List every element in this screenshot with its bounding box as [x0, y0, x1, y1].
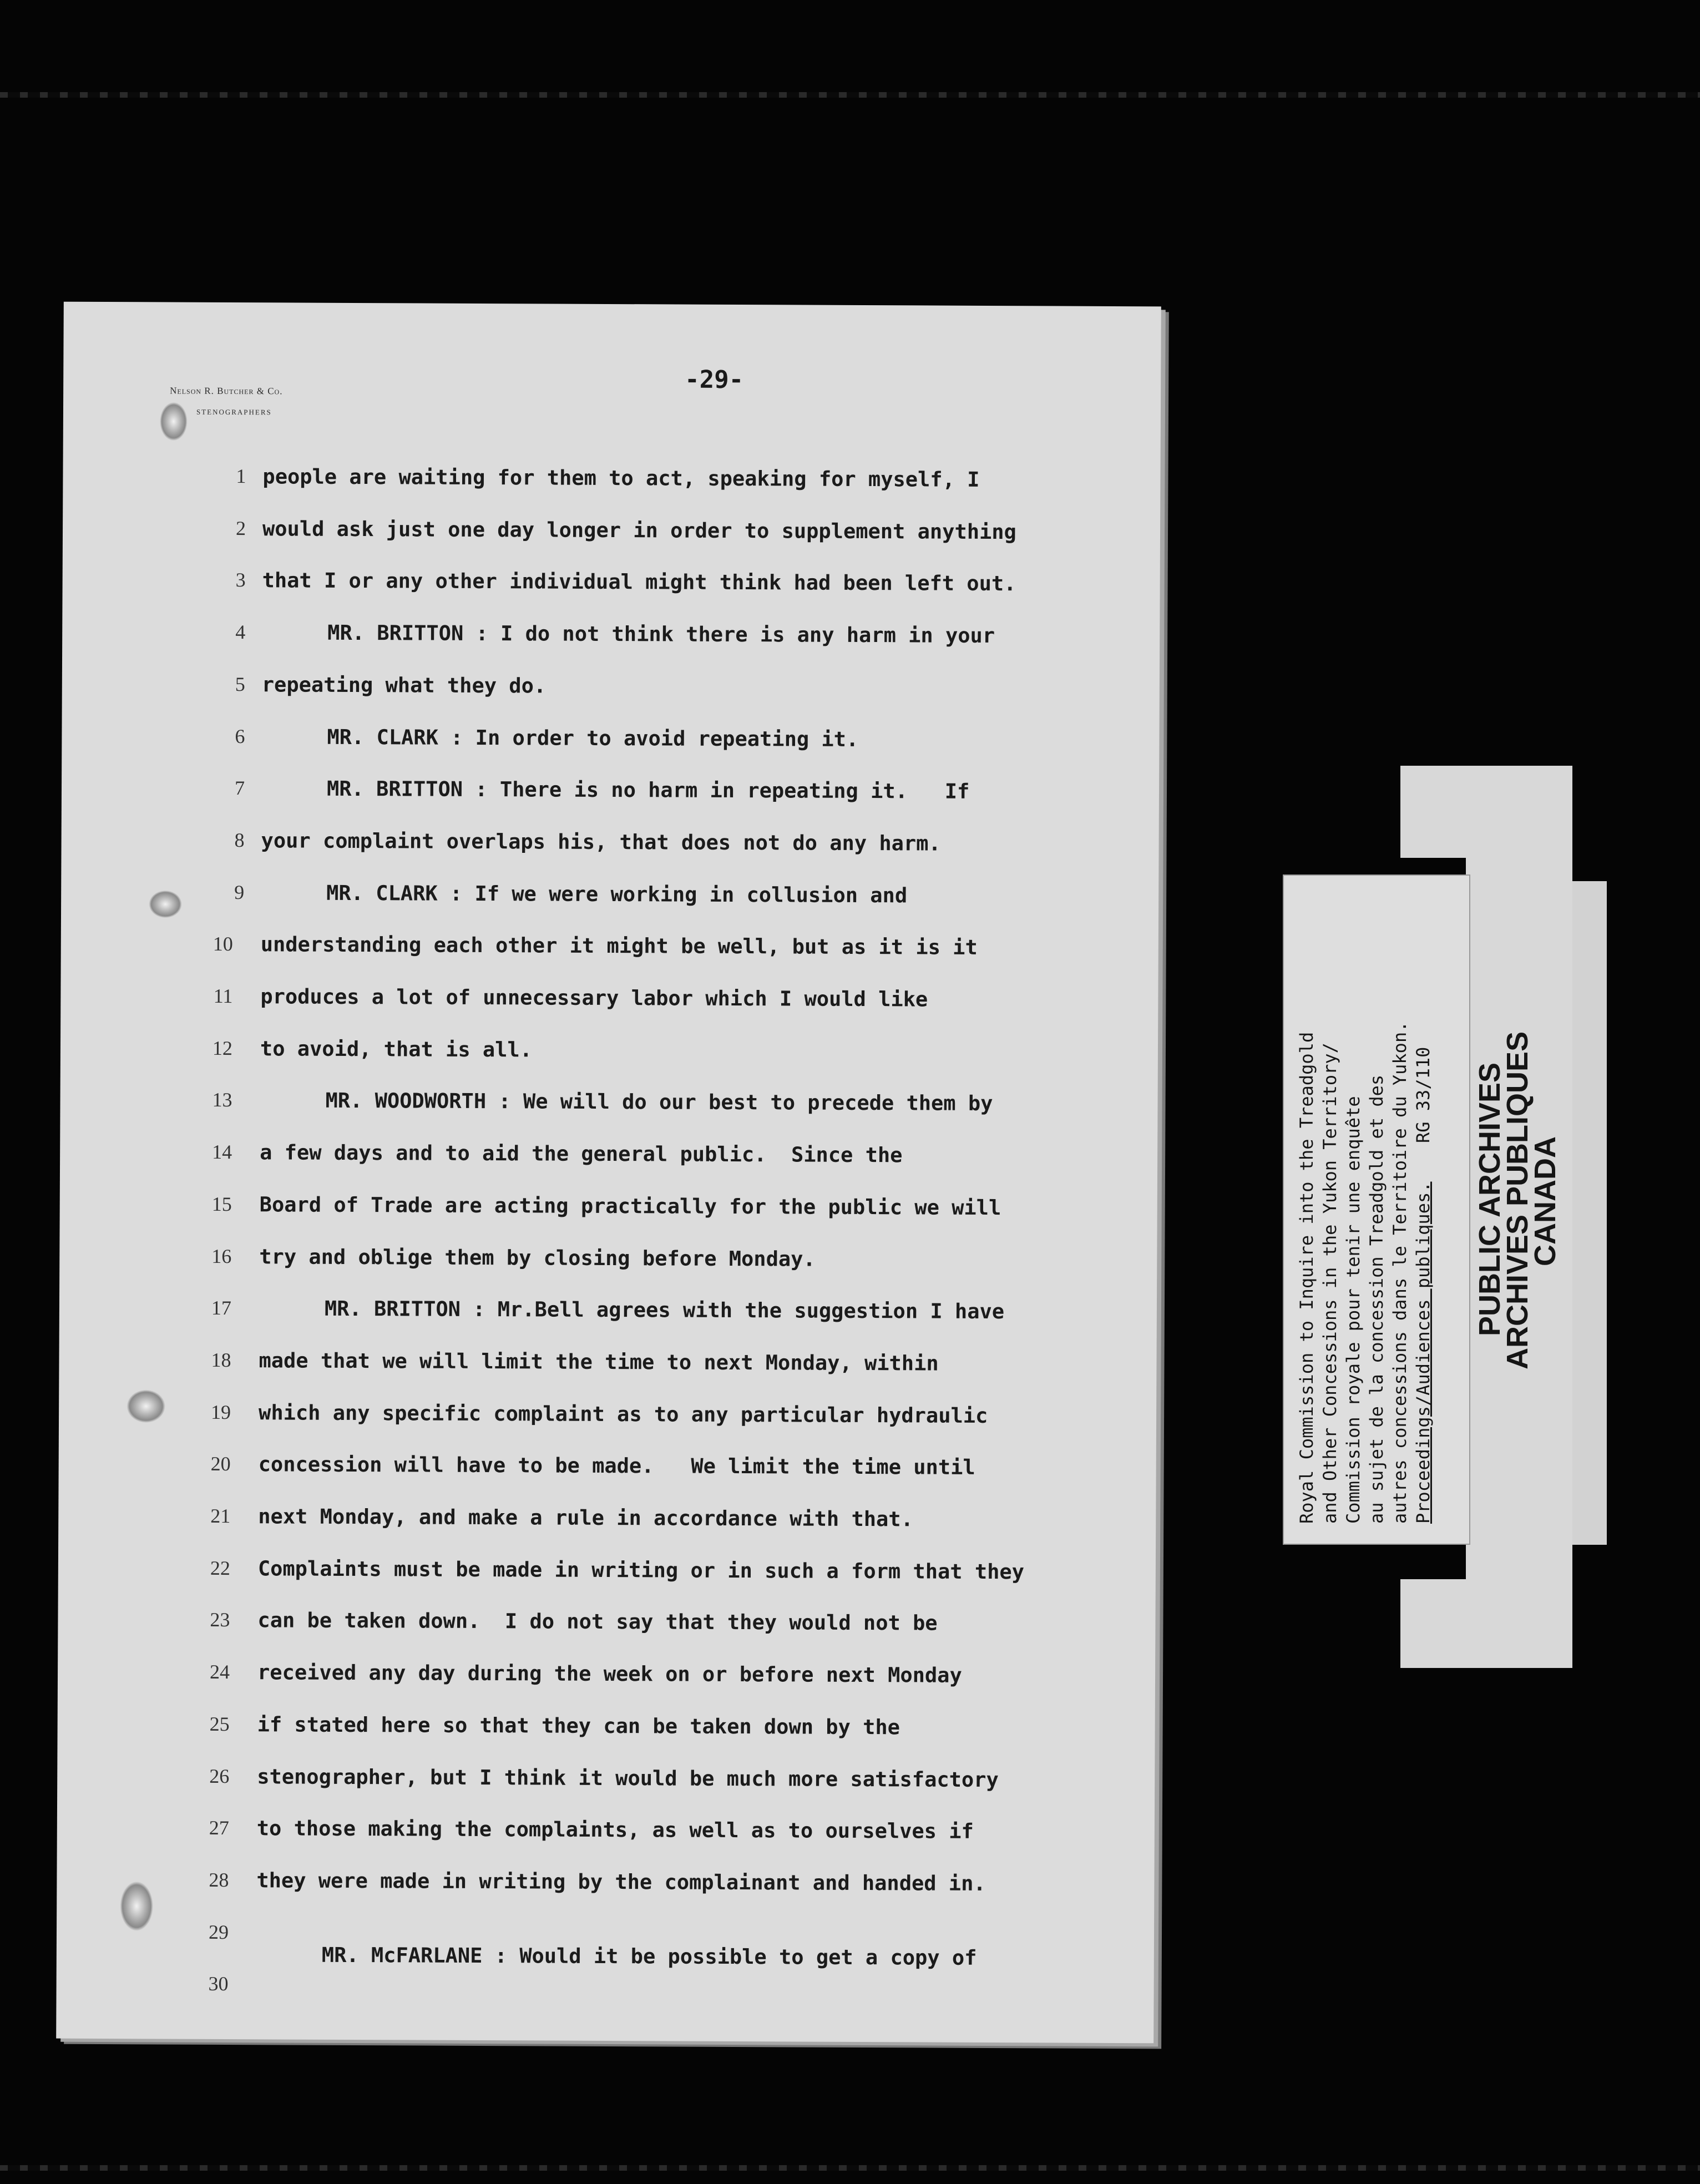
- line-number: 7: [234, 777, 245, 800]
- hole-punch-mark: [160, 402, 188, 441]
- letterhead-subtitle: STENOGRAPHERS: [196, 407, 272, 417]
- line-number: 30: [208, 1973, 229, 1995]
- transcript-line: MR. WOODWORTH : We will do our best to precede them by: [325, 1089, 993, 1116]
- stamp-line: ARCHIVES PUBLIQUES: [1501, 1031, 1534, 1369]
- transcript-line: MR. McFARLANE : Would it be possible to get a copy of: [321, 1943, 977, 1970]
- line-number: 3: [235, 569, 246, 592]
- transcript-line: next Monday, and make a rule in accordance with that.: [258, 1504, 913, 1531]
- line-number: 14: [212, 1140, 232, 1164]
- line-number: 1: [236, 465, 246, 488]
- transcript-line: produces a lot of unnecessary labor which I would like: [260, 984, 928, 1012]
- transcript-line: received any day during the week on or before next Monday: [257, 1660, 962, 1687]
- transcript-line: Board of Trade are acting practically for the public we will: [259, 1192, 1001, 1220]
- line-number: 2: [235, 517, 246, 539]
- transcript-line: a few days and to aid the general public. Since the: [260, 1140, 903, 1167]
- line-number: 24: [209, 1660, 230, 1684]
- line-number: 20: [210, 1453, 231, 1475]
- transcript-line: people are waiting for them to act, speaking for myself, I: [262, 464, 980, 492]
- letterhead: [170, 386, 283, 417]
- hole-punch-mark: [120, 1881, 153, 1931]
- line-number: 6: [235, 725, 245, 747]
- label-line: Proceedings/Audiences publiques.: [1413, 1181, 1434, 1524]
- label-line: au sujet de la concession Treadgold et des: [1366, 1074, 1387, 1524]
- line-number: 9: [234, 881, 245, 903]
- archive-label-card: [1283, 874, 1470, 1545]
- label-line: autres concessions dans le Territoire du Yukon.: [1389, 1021, 1410, 1524]
- label-line: Royal Commission to Inquire into the Treadgold: [1296, 1032, 1317, 1524]
- transcript-line: concession will have to be made. We limit the time until: [258, 1452, 975, 1480]
- transcript-line: MR. BRITTON : There is no harm in repeating it. If: [326, 776, 970, 804]
- transcript-line: MR. BRITTON : Mr.Bell agrees with the suggestion I have: [324, 1296, 1005, 1324]
- transcript-line: made that we will limit the time to next Monday, within: [259, 1348, 939, 1376]
- line-number: 18: [211, 1348, 231, 1371]
- line-number: 25: [209, 1712, 230, 1735]
- line-number: 28: [209, 1868, 229, 1891]
- film-perforation-bottom: [0, 2165, 1700, 2171]
- transcript-line: Complaints must be made in writing or in such a form that they: [257, 1556, 1025, 1584]
- line-number: 15: [211, 1192, 232, 1215]
- transcript-line: MR. CLARK : If we were working in collusion and: [326, 881, 908, 907]
- stamp-line: PUBLIC ARCHIVES: [1473, 1062, 1506, 1336]
- line-number: 26: [209, 1765, 230, 1787]
- transcript-page: [56, 302, 1161, 2044]
- transcript-line: to those making the complaints, as well as to ourselves if: [256, 1816, 974, 1844]
- line-number: 22: [210, 1556, 230, 1579]
- hole-punch-mark: [127, 1389, 165, 1423]
- transcript-line: repeating what they do.: [261, 673, 547, 698]
- line-number: 13: [212, 1089, 232, 1111]
- line-number: 8: [234, 828, 245, 852]
- line-number: 5: [235, 673, 245, 695]
- transcript-line: understanding each other it might be well, but as it is it: [260, 932, 978, 960]
- transcript-line: to avoid, that is all.: [260, 1036, 533, 1062]
- transcript-line: would ask just one day longer in order to supplement anything: [262, 516, 1016, 544]
- transcript-line: if stated here so that they can be taken down by the: [257, 1712, 900, 1740]
- label-reference: RG 33/110: [1413, 1046, 1434, 1143]
- transcript-line: MR. BRITTON : I do not think there is any harm in your: [327, 620, 995, 648]
- transcript-line: stenographer, but I think it would be much more satisfactory: [257, 1764, 999, 1792]
- film-perforation-top: [0, 92, 1700, 98]
- label-line: Commission royale pour tenir une enquête: [1343, 1096, 1364, 1524]
- transcript-line: that I or any other individual might think had been left out.: [262, 568, 1016, 596]
- transcript-line: can be taken down. I do not say that they would not be: [257, 1608, 938, 1635]
- letterhead-firm: Nelson R. Butcher & Co.: [170, 385, 283, 397]
- archive-tab-back: [1569, 881, 1607, 1545]
- transcript-line: your complaint overlaps his, that does not do any harm.: [261, 828, 941, 856]
- page-number: -29-: [685, 365, 744, 395]
- line-number: 29: [208, 1920, 229, 1943]
- line-number: 23: [210, 1609, 230, 1631]
- line-number: 19: [211, 1401, 231, 1423]
- hole-punch-mark: [149, 890, 182, 918]
- transcript-line: which any specific complaint as to any particular hydraulic: [259, 1400, 988, 1428]
- label-line: and Other Concessions in the Yukon Territory/: [1319, 1043, 1340, 1524]
- transcript-line: try and oblige them by closing before Monday.: [259, 1244, 816, 1271]
- line-number: 4: [235, 621, 246, 644]
- line-number: 12: [212, 1037, 233, 1059]
- line-number: 10: [213, 933, 233, 956]
- transcript-line: they were made in writing by the complainant and handed in.: [256, 1868, 986, 1895]
- line-number: 21: [210, 1504, 231, 1528]
- line-number: 27: [209, 1817, 229, 1839]
- line-number: 17: [211, 1297, 232, 1320]
- transcript-line: MR. CLARK : In order to avoid repeating it.: [327, 725, 859, 751]
- line-number: 16: [211, 1245, 232, 1267]
- line-number: 11: [213, 984, 233, 1008]
- stamp-line: CANADA: [1529, 1136, 1562, 1266]
